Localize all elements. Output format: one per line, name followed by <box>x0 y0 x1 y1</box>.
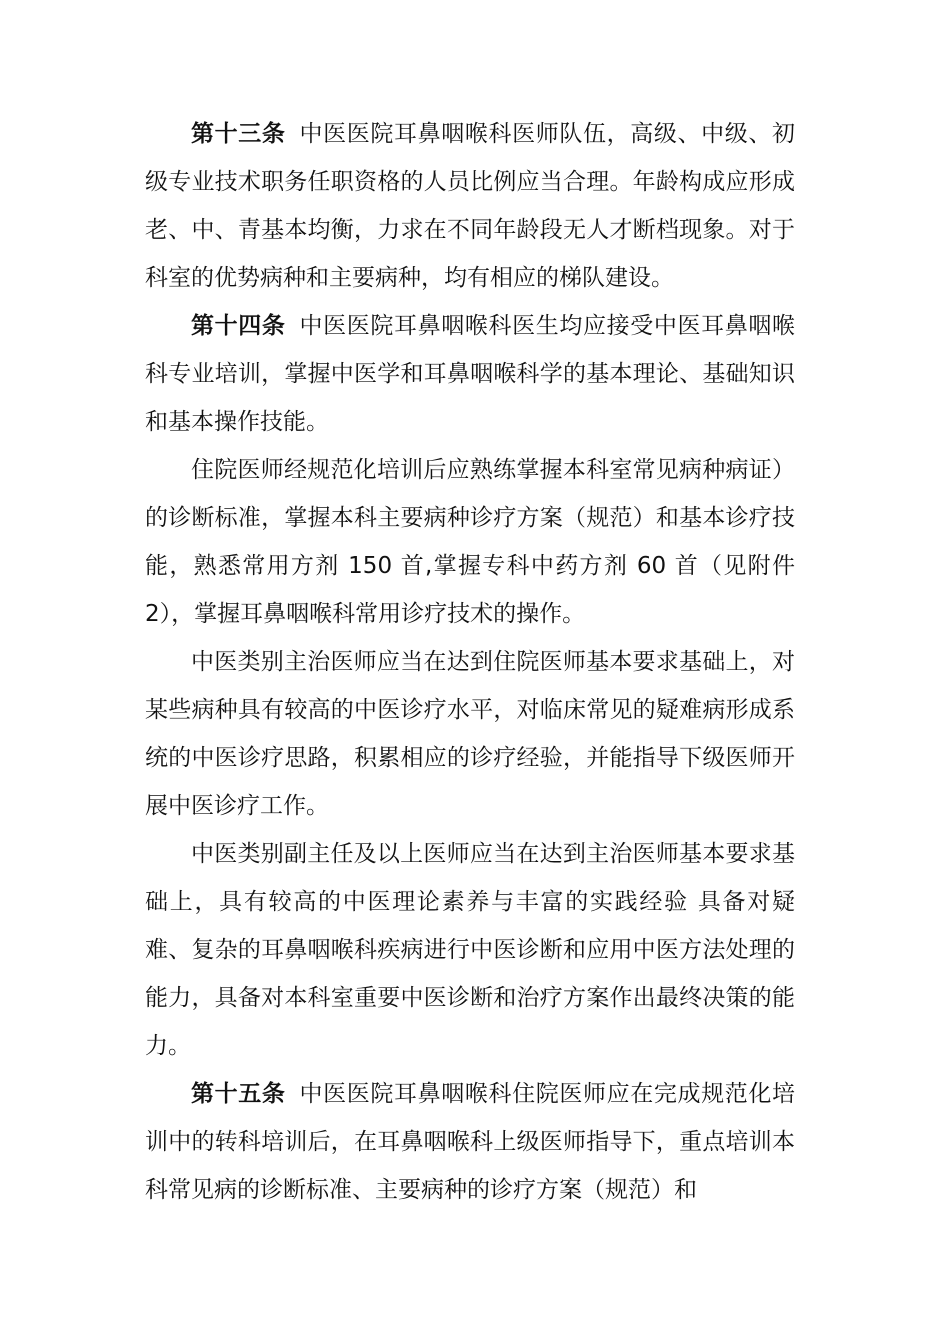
article-number: 第十四条 <box>191 313 286 339</box>
paragraph-text: 中医医院耳鼻咽喉科医生均应接受中医耳鼻咽喉科专业培训，掌握中医学和耳鼻咽喉科学的基本理论、基础知识和基本操作技能。 <box>145 313 795 435</box>
paragraph-article-14 <box>145 302 795 446</box>
paragraph-text: 中医医院耳鼻咽喉科住院医师应在完成规范化培训中的转科培训后，在耳鼻咽喉科上级医师指导下，重点培训本科常见病的诊断标准、主要病种的诊疗方案（规范）和 <box>145 1081 795 1203</box>
paragraph-text: 住院医师经规范化培训后应熟练掌握本科室常见病种病证）的诊断标准，掌握本科主要病种诊疗方案（规范）和基本诊疗技能，熟悉常用方剂 150 首,掌握专科中药方剂 60 首（见附件 2），掌握耳鼻咽喉科常用诊疗技术的操作。 <box>145 457 795 627</box>
paragraph-resident-physician <box>145 446 795 638</box>
document-body <box>145 110 795 1214</box>
paragraph-article-15 <box>145 1070 795 1214</box>
paragraph-attending-physician <box>145 638 795 830</box>
paragraph-text: 中医类别主治医师应当在达到住院医师基本要求基础上，对某些病种具有较高的中医诊疗水平，对临床常见的疑难病形成系统的中医诊疗思路，积累相应的诊疗经验，并能指导下级医师开展中医诊疗工作。 <box>145 649 795 819</box>
article-number: 第十三条 <box>191 121 286 147</box>
article-number: 第十五条 <box>191 1081 286 1107</box>
paragraph-associate-chief-physician <box>145 830 795 1070</box>
paragraph-article-13 <box>145 110 795 302</box>
paragraph-text: 中医医院耳鼻咽喉科医师队伍，高级、中级、初级专业技术职务任职资格的人员比例应当合理。年龄构成应形成老、中、青基本均衡，力求在不同年龄段无人才断档现象。对于科室的优势病种和主要病种，均有相应的梯队建设。 <box>145 121 795 291</box>
paragraph-text: 中医类别副主任及以上医师应当在达到主治医师基本要求基础上，具有较高的中医理论素养与丰富的实践经验 具备对疑难、复杂的耳鼻咽喉科疾病进行中医诊断和应用中医方法处理的能力，具备对本科室重要中医诊断和治疗方案作出最终决策的能力。 <box>145 841 795 1059</box>
